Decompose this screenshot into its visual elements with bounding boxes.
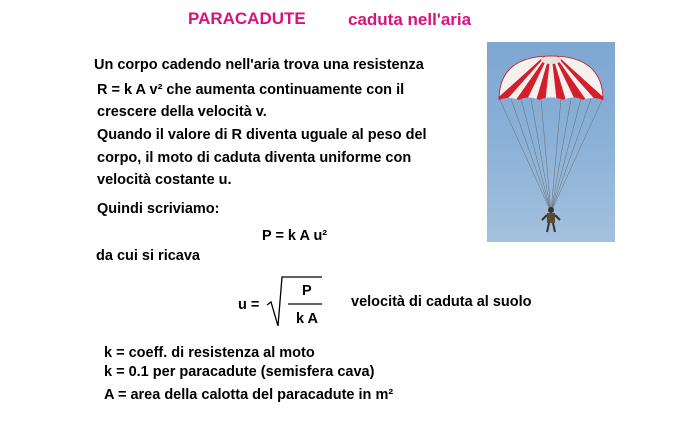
definition-k: k = coeff. di resistenza al moto — [104, 345, 315, 361]
formula-u-note: velocità di caduta al suolo — [351, 294, 532, 310]
intro-line-5: corpo, il moto di caduta diventa uniforme con — [97, 150, 412, 166]
intro-line-4: Quando il valore di R diventa uguale al peso del — [97, 127, 427, 143]
intro-line-6: velocità costante u. — [97, 172, 232, 188]
parachute-icon — [487, 42, 615, 242]
quindi-text: Quindi scriviamo: — [97, 201, 220, 217]
formula-u-numerator: P — [302, 283, 312, 299]
definition-k-value: k = 0.1 per paracadute (semisfera cava) — [104, 364, 375, 380]
formula-u-lhs: u = — [238, 297, 260, 313]
parachutist-figure — [542, 207, 560, 232]
page-title: PARACADUTE — [188, 9, 306, 28]
definition-a: A = area della calotta del paracadute in m² — [104, 387, 394, 403]
page-subtitle: caduta nell'aria — [348, 10, 472, 29]
intro-line-3: crescere della velocità v. — [97, 104, 267, 120]
parachute-photo — [487, 42, 615, 242]
intro-line-2: R = k A v² che aumenta continuamente con il — [97, 82, 405, 98]
da-cui-text: da cui si ricava — [96, 248, 200, 264]
formula-p: P = k A u² — [262, 228, 328, 244]
formula-u-denominator: k A — [296, 311, 319, 327]
intro-line-1: Un corpo cadendo nell'aria trova una resistenza — [94, 57, 424, 73]
